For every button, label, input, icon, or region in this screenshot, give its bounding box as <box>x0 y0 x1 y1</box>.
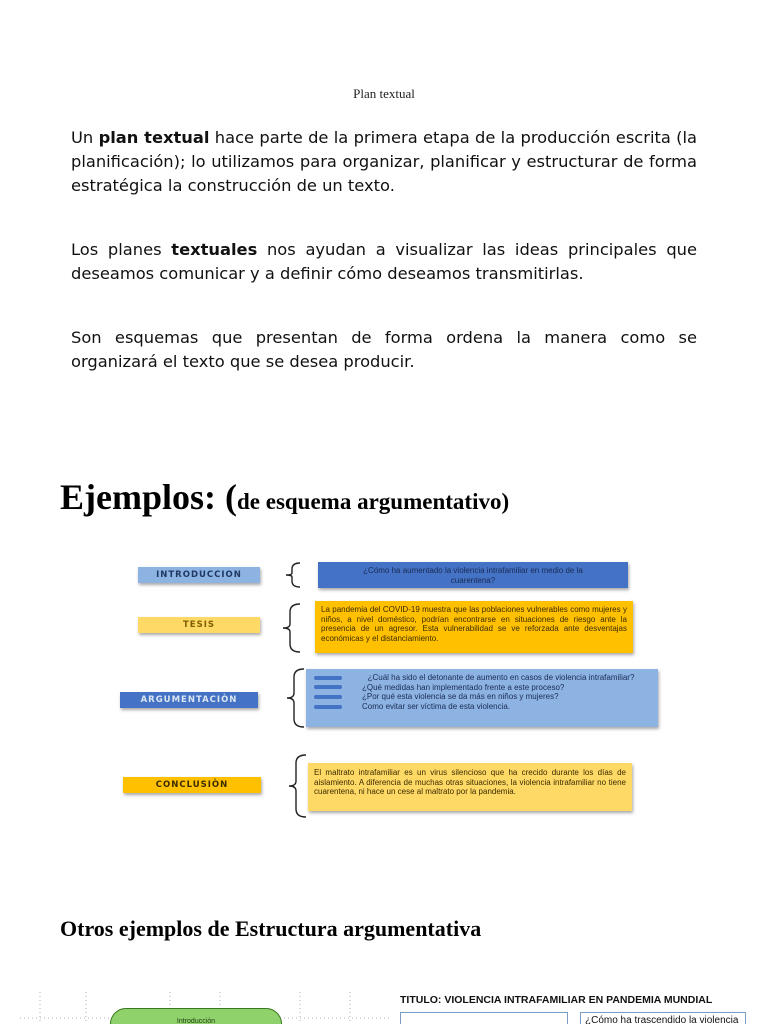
argument-bullet <box>314 676 342 680</box>
bold-term: textuales <box>171 240 258 259</box>
paragraph-planes-textuales: Los planes textuales nos ayudan a visualizar las ideas principales que deseamos comunicar y a definir cómo deseamos transmitirlas. <box>71 240 698 283</box>
bottom-right-diagram <box>400 994 768 1024</box>
argument-item: ¿Qué medidas han implementado frente a este proceso? <box>314 683 650 693</box>
argument-bullet <box>314 695 342 699</box>
argument-item: Como evitar ser víctima de esta violencia. <box>314 702 650 712</box>
argumentative-scheme-diagram <box>0 555 768 830</box>
label-tesis: TESIS <box>138 617 260 633</box>
box-conclusion: El maltrato intrafamiliar es un virus silencioso que ha crecido durante los días de aislamiento. A diferencia de muchas otras situaciones, la violencia intrafamiliar no tiene cuarentena, ni hace un cese al maltrato por la pandemia. <box>308 763 632 811</box>
document-title: Plan textual <box>353 86 415 101</box>
label-introduccion: INTRODUCCION <box>138 567 260 583</box>
bottom-right-question-cell: ¿Cómo ha trascendido la violencia <box>580 1012 746 1024</box>
paragraph-esquemas: Son esquemas que presentan de forma ordena la manera como se organizará el texto que se desea producir. <box>71 328 697 371</box>
argument-item: ¿Por qué esta violencia se da más en niños y mujeres? <box>314 692 650 702</box>
brace-introduccion <box>282 561 302 589</box>
examples-heading: Ejemplos: (de esquema argumentativo) <box>60 477 510 517</box>
brace-tesis <box>280 602 302 654</box>
argument-bullet <box>314 705 342 709</box>
node-introduccion: Introducción <box>110 1008 282 1024</box>
label-argumentacion: ARGUMENTACIÒN <box>120 692 258 708</box>
box-introduccion: ¿Cómo ha aumentado la violencia intrafamiliar en medio de la cuarentena? <box>318 562 628 588</box>
other-examples-heading: Otros ejemplos de Estructura argumentativa <box>60 916 482 941</box>
bold-term: plan textual <box>98 128 210 147</box>
argument-item: ¿Cuál ha sido el detonante de aumento en casos de violencia intrafamiliar? <box>314 673 650 683</box>
label-conclusion: CONCLUSIÒN <box>123 777 261 793</box>
bottom-right-title: TITULO: VIOLENCIA INTRAFAMILIAR EN PANDEMIA MUNDIAL <box>400 994 713 1006</box>
paragraph-plan-textual: Un plan textual hace parte de la primera etapa de la producción escrita (la planificación); lo utilizamos para organizar, planificar y estructurar de forma estratégica la construcción de un texto. <box>71 128 698 195</box>
brace-argumentacion <box>284 667 306 729</box>
brace-conclusion <box>286 753 308 819</box>
argument-bullet <box>314 685 342 689</box>
box-tesis: La pandemia del COVID-19 muestra que las poblaciones vulnerables como mujeres y niños, a nivel doméstico, podrían encontrarse en situaciones de riesgo ante la presencia de un agresor. Esta vulnerabilidad se ve reforzada ante desventajas económicas y el distanciamiento. <box>315 601 633 653</box>
bottom-right-empty-cell <box>400 1012 568 1024</box>
box-argumentacion <box>306 669 658 727</box>
bottom-left-diagram <box>20 990 390 1024</box>
